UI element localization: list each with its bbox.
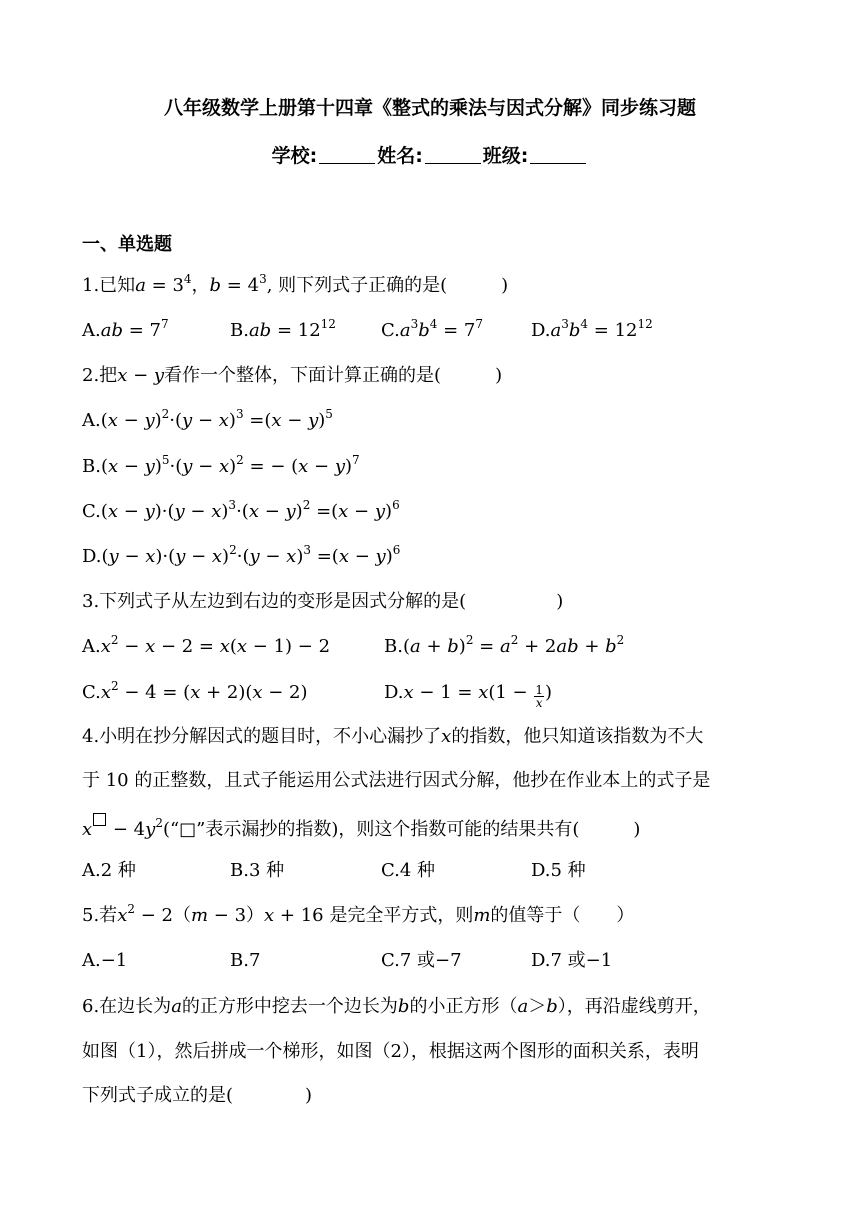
- question-6-stem-line-2: 如图（1），然后拼成一个梯形，如图（2），根据这两个图形的面积关系，表明: [82, 1041, 699, 1062]
- question-3-option-c[interactable]: $C.x^2 - 4 = (x + 2)(x - 2)$: [82, 679, 308, 703]
- question-1-option-c[interactable]: $C.a^3b^4 = 7^7$: [381, 317, 484, 341]
- class-blank[interactable]: [530, 145, 586, 164]
- name-label: 姓名:: [377, 145, 423, 167]
- question-1-option-d[interactable]: $D.a^3b^4 = 12^{12}$: [531, 317, 653, 341]
- question-1-option-a[interactable]: $A.ab = 7^7$: [82, 317, 169, 341]
- question-4-option-a[interactable]: A.2 种: [82, 860, 136, 881]
- student-info-line: [0, 141, 860, 168]
- question-2-option-d[interactable]: $D.(y - x)\cdot(y - x)^2\cdot(y - x)^3 =(x - y)^6$: [82, 543, 401, 567]
- school-label: 学校:: [271, 145, 318, 167]
- missing-exponent-box: [93, 813, 106, 826]
- section-title: 一、单选题: [82, 234, 172, 255]
- question-5-option-b[interactable]: B.7: [230, 950, 261, 971]
- question-2-option-c[interactable]: $C.(x - y)\cdot(y - x)^3\cdot(x - y)^2 =(x - y)^6$: [82, 498, 400, 522]
- question-4-option-c[interactable]: C.4 种: [381, 860, 436, 881]
- page-title: 八年级数学上册第十四章《整式的乘法与因式分解》同步练习题: [163, 97, 696, 119]
- question-4-stem-line-3: $x - 4y^2(“□$”表示漏抄的指数)，则这个指数可能的结果共有( ): [82, 813, 640, 843]
- question-3-option-a[interactable]: $A.x^2 - x - 2 = x(x - 1) - 2$: [82, 633, 331, 657]
- question-5-option-a[interactable]: A.−1: [82, 950, 128, 971]
- school-blank[interactable]: [319, 145, 375, 164]
- class-label: 班级:: [482, 145, 529, 167]
- question-2-stem: 2.把x − y看作一个整体，下面计算正确的是( ): [82, 365, 503, 386]
- question-3-stem: 3.下列式子从左边到右边的变形是因式分解的是( ): [82, 591, 564, 612]
- question-3-option-b[interactable]: $B.(a + b)^2 = a^2 + 2ab + b^2$: [384, 633, 625, 657]
- question-1-option-b[interactable]: $B.ab = 12^{12}$: [230, 317, 336, 341]
- question-5-option-d[interactable]: D.7 或−1: [531, 950, 613, 971]
- question-3-option-d[interactable]: D.x − 1 = x(1 − $\frac{1}{x}$ ): [384, 682, 553, 710]
- question-5-stem: 5.若$x^2 - 2(m - 3)x + 16$ 是完全平方式，则m的值等于（ ）: [82, 902, 635, 926]
- question-2-option-a[interactable]: $A.(x - y)^2\cdot(y - x)^3 =(x - y)^5$: [82, 407, 333, 431]
- question-4-stem-line-1: 4.小明在抄分解因式的题目时，不小心漏抄了x的指数，他只知道该指数为不大: [82, 726, 704, 747]
- question-2-option-b[interactable]: $B.(x - y)^5\cdot(y - x)^2$ = − $(x - y)^7$: [82, 453, 360, 477]
- question-4-option-b[interactable]: B.3 种: [230, 860, 285, 881]
- question-4-option-d[interactable]: D.5 种: [531, 860, 586, 881]
- question-6-stem-line-3: 下列式子成立的是( ): [82, 1085, 313, 1106]
- question-4-stem-line-2: 于 10 的正整数，且式子能运用公式法进行因式分解，他抄在作业本上的式子是: [82, 770, 711, 791]
- name-blank[interactable]: [425, 145, 481, 164]
- question-6-stem-line-1: 6.在边长为a的正方形中挖去一个边长为b的小正方形（a＞b），再沿虚线剪开，: [82, 996, 711, 1017]
- question-1-stem: 1.已知$a = 3^4$，$b = 4^3$, 则下列式子正确的是( ): [82, 272, 509, 296]
- question-5-option-c[interactable]: C.7 或−7: [381, 950, 462, 971]
